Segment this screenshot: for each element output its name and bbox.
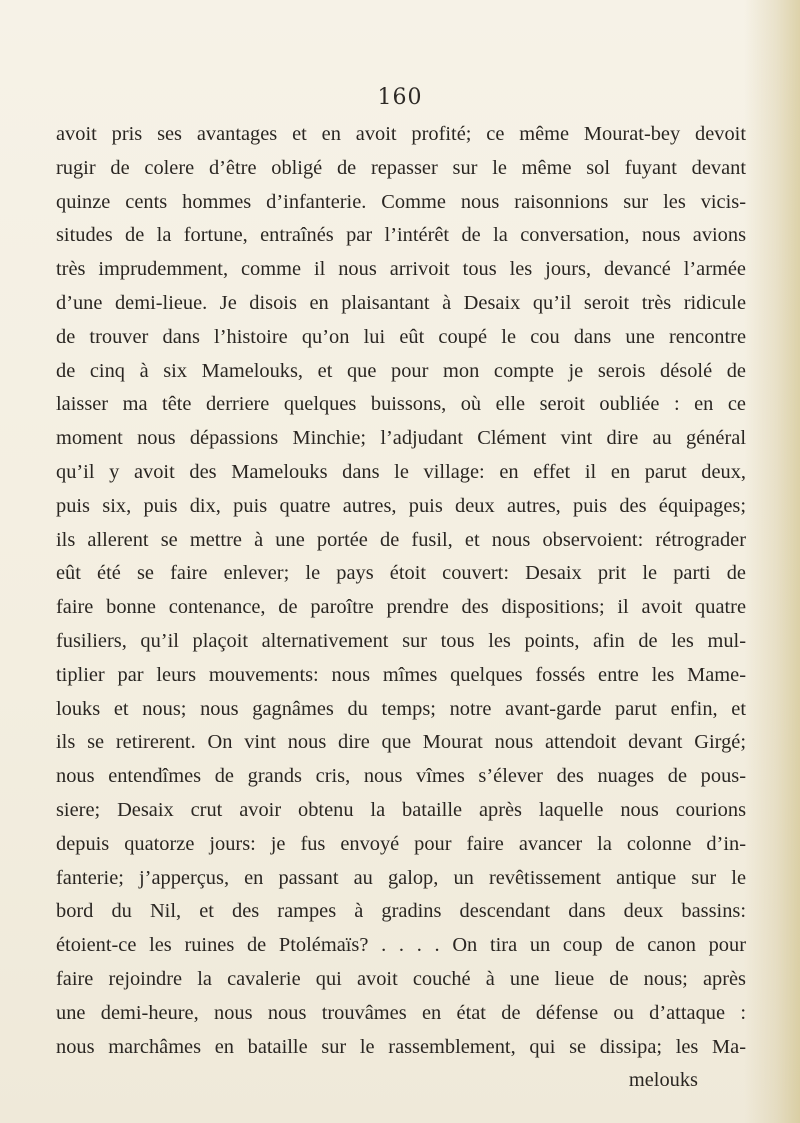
text-line: faire bonne contenance, de paroître prendre des dispositions; il avoit quatre [56, 596, 746, 619]
text-line: fanterie; j’apperçus, en passant au galop, un revêtissement antique sur le [56, 866, 746, 889]
text-line: très imprudemment, comme il nous arrivoit tous les jours, devancé l’armée [56, 258, 746, 281]
text-line: de cinq à six Mamelouks, et que pour mon compte je serois désolé de [56, 359, 746, 382]
text-line: une demi-heure, nous nous trouvâmes en état de défense ou d’attaque : [56, 1001, 746, 1024]
text-line: ils allerent se mettre à une portée de fusil, et nous observoient: rétrograder [56, 528, 746, 551]
text-line: laisser ma tête derriere quelques buissons, où elle seroit oubliée : en ce [56, 393, 746, 416]
text-line: situdes de la fortune, entraînés par l’intérêt de la conversation, nous avions [56, 224, 746, 247]
text-line: siere; Desaix crut avoir obtenu la bataille après laquelle nous courions [56, 798, 746, 821]
text-line: étoient-ce les ruines de Ptolémaïs? . . . . On tira un coup de canon pour [56, 934, 746, 957]
text-line: rugir de colere d’être obligé de repasser sur le même sol fuyant devant [56, 156, 746, 179]
text-line: moment nous dépassions Minchie; l’adjudant Clément vint dire au général [56, 427, 746, 450]
text-line: eût été se faire enlever; le pays étoit couvert: Desaix prit le parti de [56, 562, 746, 585]
text-line: bord du Nil, et des rampes à gradins descendant dans deux bassins: [56, 900, 746, 923]
text-line: depuis quatorze jours: je fus envoyé pour faire avancer la colonne d’in- [56, 832, 746, 855]
text-line: de trouver dans l’histoire qu’on lui eût coupé le cou dans une rencontre [56, 325, 746, 348]
catchword: melouks [628, 1069, 698, 1092]
text-line: nous marchâmes en bataille sur le rassemblement, qui se dissipa; les Ma- [56, 1035, 746, 1058]
text-line: faire rejoindre la cavalerie qui avoit couché à une lieue de nous; après [56, 967, 746, 990]
text-line: louks et nous; nous gagnâmes du temps; notre avant-garde parut enfin, et [56, 697, 746, 720]
text-line: nous entendîmes de grands cris, nous vîmes s’élever des nuages de pous- [56, 765, 746, 788]
text-line: tiplier par leurs mouvements: nous mîmes quelques fossés entre les Mame- [56, 663, 746, 686]
text-line: qu’il y avoit des Mamelouks dans le village: en effet il en parut deux, [56, 460, 746, 483]
text-line: d’une demi-lieue. Je disois en plaisantant à Desaix qu’il seroit très ridicule [56, 291, 746, 314]
text-line: fusiliers, qu’il plaçoit alternativement sur tous les points, afin de les mul- [56, 629, 746, 652]
text-line: puis six, puis dix, puis quatre autres, puis deux autres, puis des équipages; [56, 494, 746, 517]
text-line: quinze cents hommes d’infanterie. Comme nous raisonnions sur les vicis- [56, 190, 746, 213]
text-line: ils se retirerent. On vint nous dire que Mourat nous attendoit devant Girgé; [56, 731, 746, 754]
page-number: 160 [377, 85, 423, 110]
text-line: avoit pris ses avantages et en avoit profité; ce même Mourat-bey devoit [56, 123, 746, 145]
body-text [56, 118, 746, 1098]
